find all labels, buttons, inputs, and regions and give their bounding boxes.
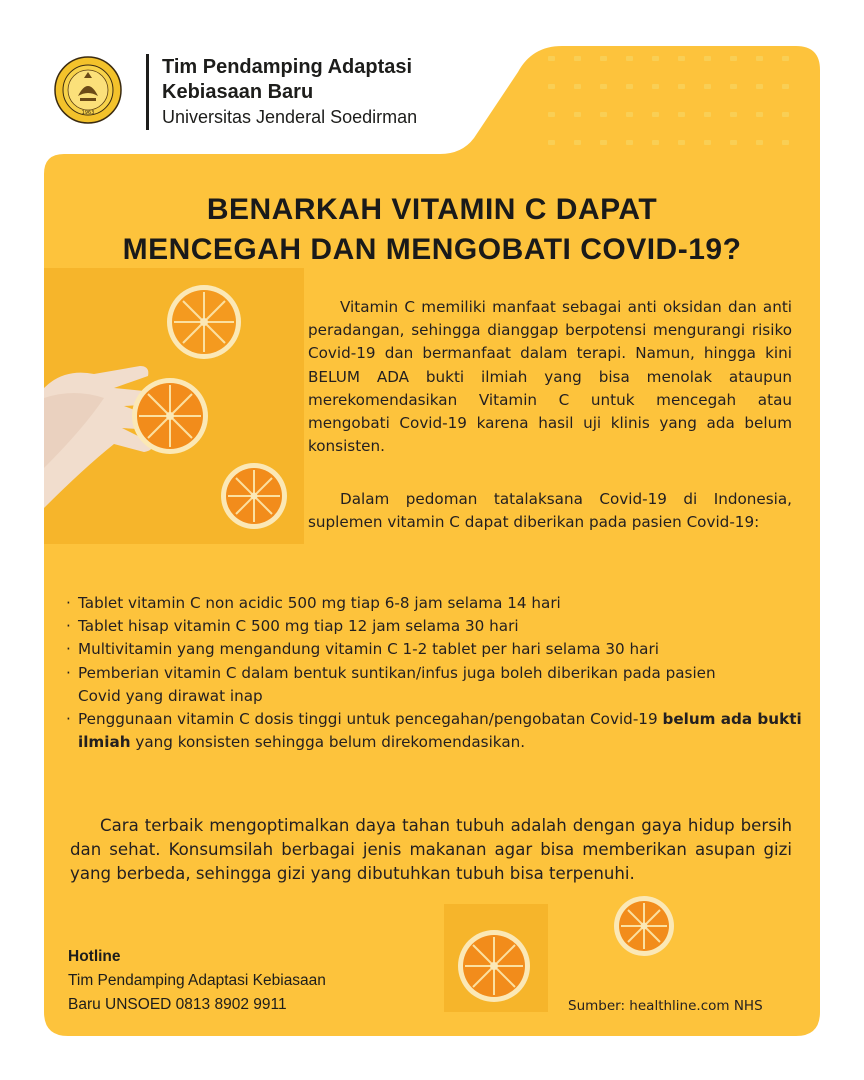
svg-text:1963: 1963 xyxy=(81,110,95,116)
org-name-line2: Kebiasaan Baru xyxy=(162,81,314,103)
list-item: · Tablet hisap vitamin C 500 mg tiap 12 jam selama 30 hari xyxy=(66,617,519,636)
organization-name xyxy=(162,55,417,129)
org-name-line1: Tim Pendamping Adaptasi xyxy=(162,56,413,78)
hotline-line1: Tim Pendamping Adaptasi Kebiasaan xyxy=(68,972,326,989)
closing-paragraph: Cara terbaik mengoptimalkan daya tahan tubuh adalah dengan gaya hidup bersih dan sehat. Konsumsilah berbagai jenis makanan agar bisa memberikan asupan gizi yang berbeda, sehingga gizi yang dibutuhkan tubuh bisa terpenuhi. xyxy=(70,816,792,883)
intro-paragraph-1: Vitamin C memiliki manfaat sebagai anti oksidan dan anti peradangan, sehingga dianggap berpotensi mengurangi risiko Covid-19 dan bermanfaat dalam terapi. Namun, hingga kini BELUM ADA bukti ilmiah yang bisa menolak ataupun merekomendasikan Vitamin C untuk mencegah atau mengobati Covid-19 karena hasil uji klinis yang ada belum konsisten. xyxy=(308,298,792,456)
orange-slice-icon xyxy=(612,894,676,958)
title-line2: MENCEGAH DAN MENGOBATI COVID-19? xyxy=(122,233,742,266)
orange-slices-photo xyxy=(444,904,548,1012)
hotline-title: Hotline xyxy=(68,948,121,965)
orange-slices-hand-photo xyxy=(44,268,304,544)
page-title xyxy=(44,190,820,270)
intro-paragraph-2: Dalam pedoman tatalaksana Covid-19 di Indonesia, suplemen vitamin C dapat diberikan pada pasien Covid-19: xyxy=(308,490,792,532)
emphasis-text: belum ada bukti ilmiah xyxy=(78,710,802,752)
source-credit: Sumber: healthline.com NHS xyxy=(568,998,763,1014)
supplement-list xyxy=(64,592,804,754)
list-item: · Tablet vitamin C non acidic 500 mg tiap 6-8 jam selama 14 hari xyxy=(66,594,561,612)
list-item: · Penggunaan vitamin C dosis tinggi untuk pencegahan/pengobatan Covid-19 belum ada bukti ilmiah yang konsisten sehingga belum direkomendasikan. xyxy=(66,710,802,752)
university-seal-logo xyxy=(54,56,122,124)
header-divider xyxy=(146,54,149,130)
list-item: · Pemberian vitamin C dalam bentuk suntikan/infus juga boleh diberikan pada pasien Covid yang dirawat inap xyxy=(66,663,716,705)
title-line1: BENARKAH VITAMIN C DAPAT xyxy=(206,193,658,226)
list-item: · Multivitamin yang mengandung vitamin C 1-2 tablet per hari selama 30 hari xyxy=(66,640,659,659)
university-name: Universitas Jenderal Soedirman xyxy=(162,107,418,127)
hotline-line2: Baru UNSOED 0813 8902 9911 xyxy=(68,996,287,1013)
